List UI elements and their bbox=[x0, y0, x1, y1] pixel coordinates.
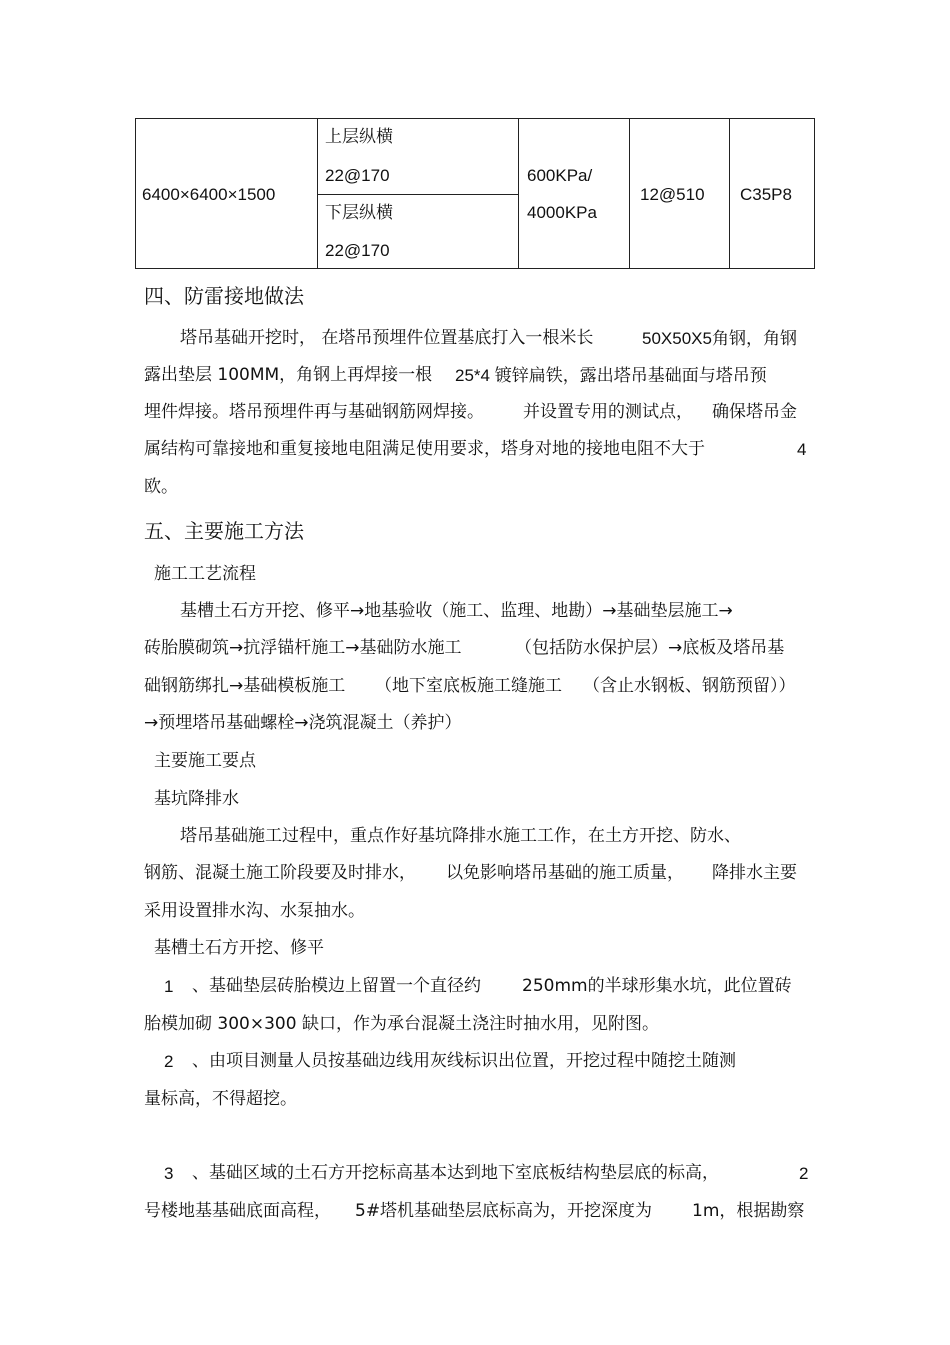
paragraph-line: 钢筋、混凝土施工阶段要及时排水， bbox=[144, 863, 416, 883]
item-text: 250mm的半球形集水坑，此位置砖 bbox=[522, 976, 792, 996]
subheading-excavation: 基槽土石方开挖、修平 bbox=[154, 938, 324, 958]
item-number: 1 bbox=[164, 977, 174, 996]
item-text: 、由项目测量人员按基础边线用灰线标识出位置，开挖过程中随挖土随测 bbox=[192, 1051, 736, 1071]
table-cell-upper-value: 22@170 bbox=[325, 166, 390, 185]
item-number: 2 bbox=[164, 1052, 174, 1071]
foundation-spec-table bbox=[135, 118, 815, 269]
table-cell-lower-value: 22@170 bbox=[325, 241, 390, 260]
table-cell-size: 6400×6400×1500 bbox=[142, 185, 276, 204]
table-divider bbox=[317, 194, 518, 195]
flow-line: →预埋塔吊基础螺栓→浇筑混凝土（养护） bbox=[144, 713, 462, 733]
item-text: 、基础垫层砖胎模边上留置一个直径约 bbox=[192, 976, 481, 996]
item-text: 1m，根据勘察 bbox=[692, 1201, 805, 1221]
table-cell-bearing-1: 600KPa/ bbox=[527, 166, 593, 185]
flow-line: （包括防水保护层）→底板及塔吊基 bbox=[515, 638, 785, 658]
subheading-dewatering: 基坑降排水 bbox=[154, 789, 239, 809]
table-cell-lower-label: 下层纵横 bbox=[325, 203, 393, 222]
item-text: 、基础区域的土石方开挖标高基本达到地下室底板结构垫层底的标高， bbox=[192, 1163, 719, 1183]
item-number: 3 bbox=[164, 1164, 174, 1183]
table-divider bbox=[518, 119, 519, 268]
paragraph-line: 4 bbox=[797, 440, 807, 459]
paragraph-line: 并设置专用的测试点， bbox=[523, 402, 693, 422]
item-text: 5#塔机基础垫层底标高为，开挖深度为 bbox=[355, 1201, 653, 1221]
flow-line: 础钢筋绑扎→基础模板施工 bbox=[144, 676, 346, 696]
item-text: 胎模加砌 300×300 缺口，作为承台混凝土浇注时抽水用，见附图。 bbox=[144, 1014, 659, 1034]
table-divider bbox=[629, 119, 630, 268]
item-text: 2 bbox=[799, 1164, 809, 1183]
item-text: 量标高，不得超挖。 bbox=[144, 1089, 297, 1109]
flow-line: （含止水钢板、钢筋预留）） bbox=[583, 676, 796, 696]
paragraph-line: 欧。 bbox=[144, 477, 178, 497]
paragraph-line: 降排水主要 bbox=[712, 863, 797, 883]
section-heading-lightning: 四、防雷接地做法 bbox=[144, 284, 304, 308]
item-text: 号楼地基基础底面高程， bbox=[144, 1201, 331, 1221]
paragraph-line: 塔吊基础开挖时， 在塔吊预埋件位置基底打入一根米长 bbox=[180, 328, 594, 348]
flow-line: 砖胎膜砌筑→抗浮锚杆施工→基础防水施工 bbox=[144, 638, 462, 658]
paragraph-line: 埋件焊接。塔吊预埋件再与基础钢筋网焊接。 bbox=[144, 402, 484, 422]
paragraph-line: 属结构可靠接地和重复接地电阻满足使用要求，塔身对地的接地电阻不大于 bbox=[144, 439, 705, 459]
paragraph-line: 露出垫层 100MM，角钢上再焊接一根 bbox=[144, 365, 433, 385]
table-cell-bearing-2: 4000KPa bbox=[527, 203, 597, 222]
paragraph-line: 确保塔吊金 bbox=[712, 402, 797, 422]
table-divider bbox=[729, 119, 730, 268]
subheading-key-points: 主要施工要点 bbox=[154, 751, 256, 771]
paragraph-line: 25*4 镀锌扁铁，露出塔吊基础面与塔吊预 bbox=[455, 366, 767, 385]
paragraph-line: 采用设置排水沟、水泵抽水。 bbox=[144, 901, 365, 921]
section-heading-construction: 五、主要施工方法 bbox=[144, 519, 304, 543]
table-cell-concrete: C35P8 bbox=[740, 185, 792, 204]
table-cell-upper-label: 上层纵横 bbox=[325, 127, 393, 146]
flow-line: 基槽土石方开挖、修平→地基验收（施工、监理、地勘）→基础垫层施工→ bbox=[180, 601, 733, 621]
subheading-process-flow: 施工工艺流程 bbox=[154, 564, 256, 584]
paragraph-line: 以免影响塔吊基础的施工质量， bbox=[446, 863, 684, 883]
paragraph-line: 塔吊基础施工过程中，重点作好基坑降排水施工工作，在土方开挖、防水、 bbox=[180, 826, 741, 846]
flow-line: （地下室底板施工缝施工 bbox=[375, 676, 562, 696]
paragraph-line: 50X50X5角钢，角钢 bbox=[642, 329, 797, 348]
table-cell-bolt: 12@510 bbox=[640, 185, 705, 204]
